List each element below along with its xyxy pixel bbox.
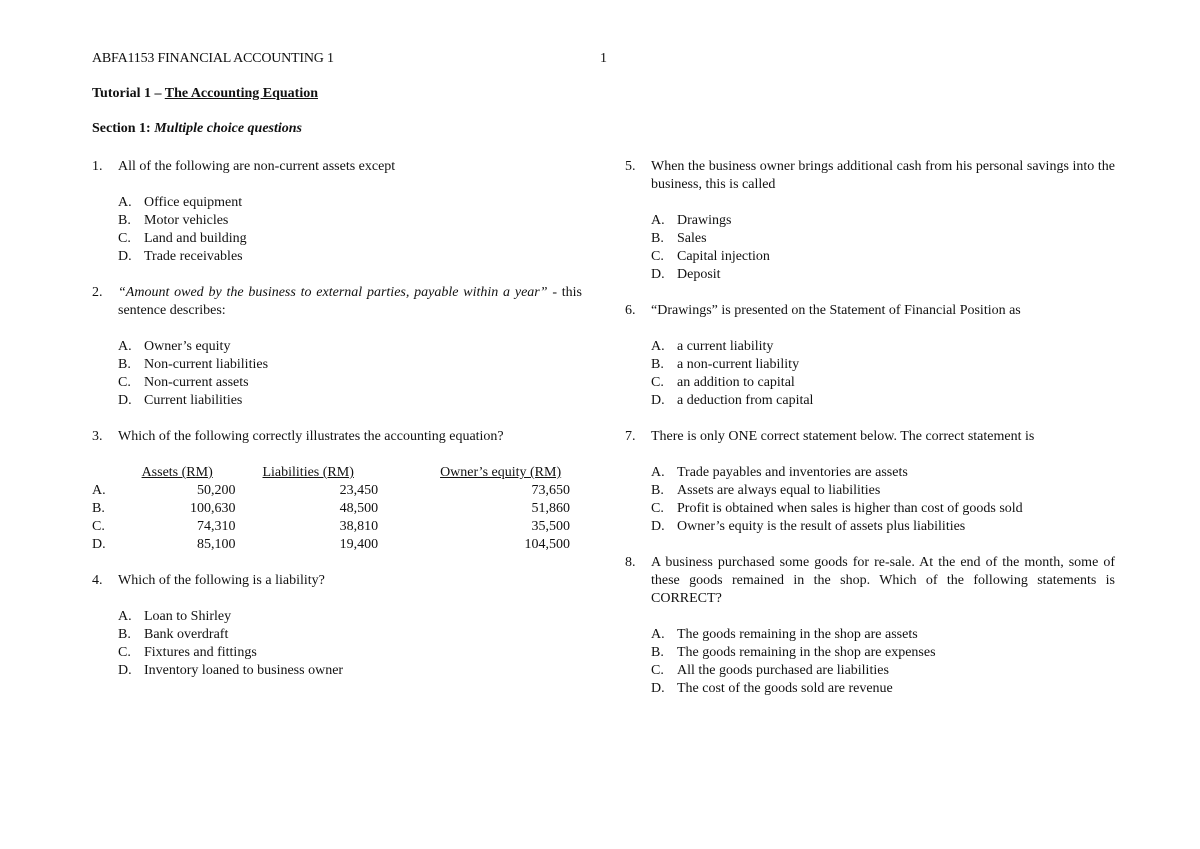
question-number: 7. (625, 429, 636, 444)
section-name: Multiple choice questions (154, 121, 303, 136)
option-text: The goods remaining in the shop are expenses (677, 645, 936, 660)
option-letter: B. (651, 483, 664, 498)
option-text: Office equipment (144, 195, 243, 210)
option-text: Fixtures and fittings (144, 645, 257, 660)
option-letter: C. (651, 501, 664, 516)
title-topic: The Accounting Equation (164, 86, 319, 101)
option-text: The goods remaining in the shop are assets (677, 627, 918, 642)
row-letter: A. (92, 483, 106, 498)
cell-liabilities: 23,450 (339, 483, 379, 498)
question-number: 5. (625, 159, 636, 174)
cell-liabilities: 38,810 (339, 519, 379, 534)
option-letter: B. (651, 357, 664, 372)
option-a (651, 338, 1115, 356)
question-number: 2. (92, 285, 103, 300)
option-letter: D. (651, 267, 665, 282)
tutorial-title (92, 85, 318, 103)
option-letter: D. (118, 663, 132, 678)
option-list (118, 194, 582, 266)
option-list (651, 338, 1115, 410)
question-number: 6. (625, 303, 636, 318)
option-letter: D. (651, 519, 665, 534)
option-d (118, 392, 582, 410)
option-c (118, 374, 582, 392)
option-text: Deposit (677, 267, 721, 282)
option-letter: B. (118, 213, 131, 228)
option-letter: B. (651, 645, 664, 660)
option-b (651, 482, 1115, 500)
option-text: a current liability (677, 339, 774, 354)
option-c (118, 230, 582, 248)
option-a (118, 338, 582, 356)
question-2 (92, 284, 582, 410)
option-a (651, 464, 1115, 482)
option-text: an addition to capital (677, 375, 795, 390)
question-quote: “Amount owed by the business to external parties, payable within a year” (118, 285, 548, 300)
option-c (651, 248, 1115, 266)
question-4 (92, 572, 582, 680)
option-d (651, 518, 1115, 536)
table-row (92, 518, 582, 536)
cell-equity: 35,500 (531, 519, 570, 534)
option-text: Profit is obtained when sales is higher than cost of goods sold (677, 501, 1023, 516)
option-letter: B. (118, 357, 131, 372)
option-letter: A. (118, 339, 132, 354)
accounting-equation-table (92, 464, 582, 554)
title-prefix: Tutorial 1 – (92, 86, 165, 101)
row-letter: D. (92, 537, 106, 552)
question-text-rest: - this sentence describes: (118, 285, 583, 318)
table-header-row (92, 464, 582, 482)
question-6 (625, 302, 1115, 410)
option-a (651, 212, 1115, 230)
option-b (651, 644, 1115, 662)
question-number: 3. (92, 429, 103, 444)
question-text: A business purchased some goods for re-sale. At the end of the month, some of these goods remained in the shop. Which of the following statements is CORRECT? (651, 555, 1115, 606)
option-letter: A. (651, 627, 665, 642)
option-letter: B. (651, 231, 664, 246)
question-number: 1. (92, 159, 103, 174)
cell-equity: 73,650 (531, 483, 570, 498)
option-text: Inventory loaned to business owner (144, 663, 344, 678)
cell-assets: 74,310 (196, 519, 236, 534)
option-d (118, 662, 582, 680)
option-letter: A. (118, 609, 132, 624)
option-a (118, 608, 582, 626)
option-text: Motor vehicles (144, 213, 229, 228)
option-b (118, 212, 582, 230)
option-text: Sales (677, 231, 707, 246)
option-c (651, 374, 1115, 392)
option-text: Capital injection (677, 249, 770, 264)
column-header-equity: Owner’s equity (RM) (440, 465, 562, 480)
section-heading (92, 120, 302, 138)
option-letter: D. (651, 393, 665, 408)
option-letter: C. (118, 231, 131, 246)
question-7 (625, 428, 1115, 536)
option-text: Trade payables and inventories are assets (677, 465, 908, 480)
table-row (92, 500, 582, 518)
question-text: When the business owner brings additional cash from his personal savings into the business, this is called (651, 159, 1115, 192)
option-d (651, 392, 1115, 410)
option-text: Loan to Shirley (144, 609, 232, 624)
option-b (118, 626, 582, 644)
option-a (118, 194, 582, 212)
question-text (118, 284, 582, 320)
option-text: Current liabilities (144, 393, 243, 408)
option-text: Trade receivables (144, 249, 243, 264)
column-header-liabilities: Liabilities (RM) (262, 465, 354, 480)
cell-liabilities: 19,400 (339, 537, 379, 552)
option-list (118, 338, 582, 410)
column-header-assets: Assets (RM) (141, 465, 213, 480)
option-letter: A. (118, 195, 132, 210)
option-text: All the goods purchased are liabilities (677, 663, 889, 678)
question-text: All of the following are non-current assets except (118, 159, 396, 174)
option-text: a deduction from capital (677, 393, 814, 408)
option-list (651, 464, 1115, 536)
course-header: ABFA1153 FINANCIAL ACCOUNTING 1 (92, 51, 334, 66)
option-text: Bank overdraft (144, 627, 229, 642)
option-text: Owner’s equity (144, 339, 231, 354)
cell-equity: 51,860 (531, 501, 570, 516)
option-list (118, 608, 582, 680)
page-number: 1 (600, 51, 607, 66)
option-letter: C. (651, 249, 664, 264)
option-b (651, 356, 1115, 374)
question-text: There is only ONE correct statement below. The correct statement is (651, 429, 1035, 444)
option-letter: C. (118, 645, 131, 660)
option-d (118, 248, 582, 266)
table-row (92, 482, 582, 500)
option-text: Owner’s equity is the result of assets plus liabilities (677, 519, 966, 534)
option-c (651, 500, 1115, 518)
option-letter: C. (118, 375, 131, 390)
option-text: The cost of the goods sold are revenue (677, 681, 893, 696)
question-number: 4. (92, 573, 103, 588)
cell-assets: 85,100 (196, 537, 236, 552)
option-text: Land and building (144, 231, 247, 246)
option-list (651, 626, 1115, 698)
option-letter: B. (118, 627, 131, 642)
option-d (651, 680, 1115, 698)
cell-equity: 104,500 (524, 537, 570, 552)
question-8 (625, 554, 1115, 698)
question-text: Which of the following correctly illustrates the accounting equation? (118, 429, 504, 444)
row-letter: B. (92, 501, 105, 516)
option-letter: D. (651, 681, 665, 696)
option-letter: A. (651, 339, 665, 354)
option-b (118, 356, 582, 374)
option-letter: D. (118, 249, 132, 264)
table-row (92, 536, 582, 554)
option-text: a non-current liability (677, 357, 800, 372)
question-3 (92, 428, 582, 554)
option-letter: D. (118, 393, 132, 408)
question-text: Which of the following is a liability? (118, 573, 325, 588)
option-letter: C. (651, 375, 664, 390)
option-c (651, 662, 1115, 680)
option-c (118, 644, 582, 662)
cell-assets: 50,200 (196, 483, 236, 498)
option-text: Non-current liabilities (144, 357, 269, 372)
row-letter: C. (92, 519, 105, 534)
option-letter: A. (651, 213, 665, 228)
option-list (651, 212, 1115, 284)
cell-assets: 100,630 (189, 501, 236, 516)
option-d (651, 266, 1115, 284)
section-label: Section 1: (92, 121, 155, 136)
option-text: Non-current assets (144, 375, 249, 390)
option-text: Assets are always equal to liabilities (677, 483, 881, 498)
question-1 (92, 158, 582, 266)
cell-liabilities: 48,500 (339, 501, 379, 516)
question-text: “Drawings” is presented on the Statement of Financial Position as (651, 303, 1021, 318)
option-b (651, 230, 1115, 248)
option-text: Drawings (677, 213, 732, 228)
option-letter: A. (651, 465, 665, 480)
question-number: 8. (625, 555, 636, 570)
question-5 (625, 158, 1115, 284)
option-a (651, 626, 1115, 644)
option-letter: C. (651, 663, 664, 678)
